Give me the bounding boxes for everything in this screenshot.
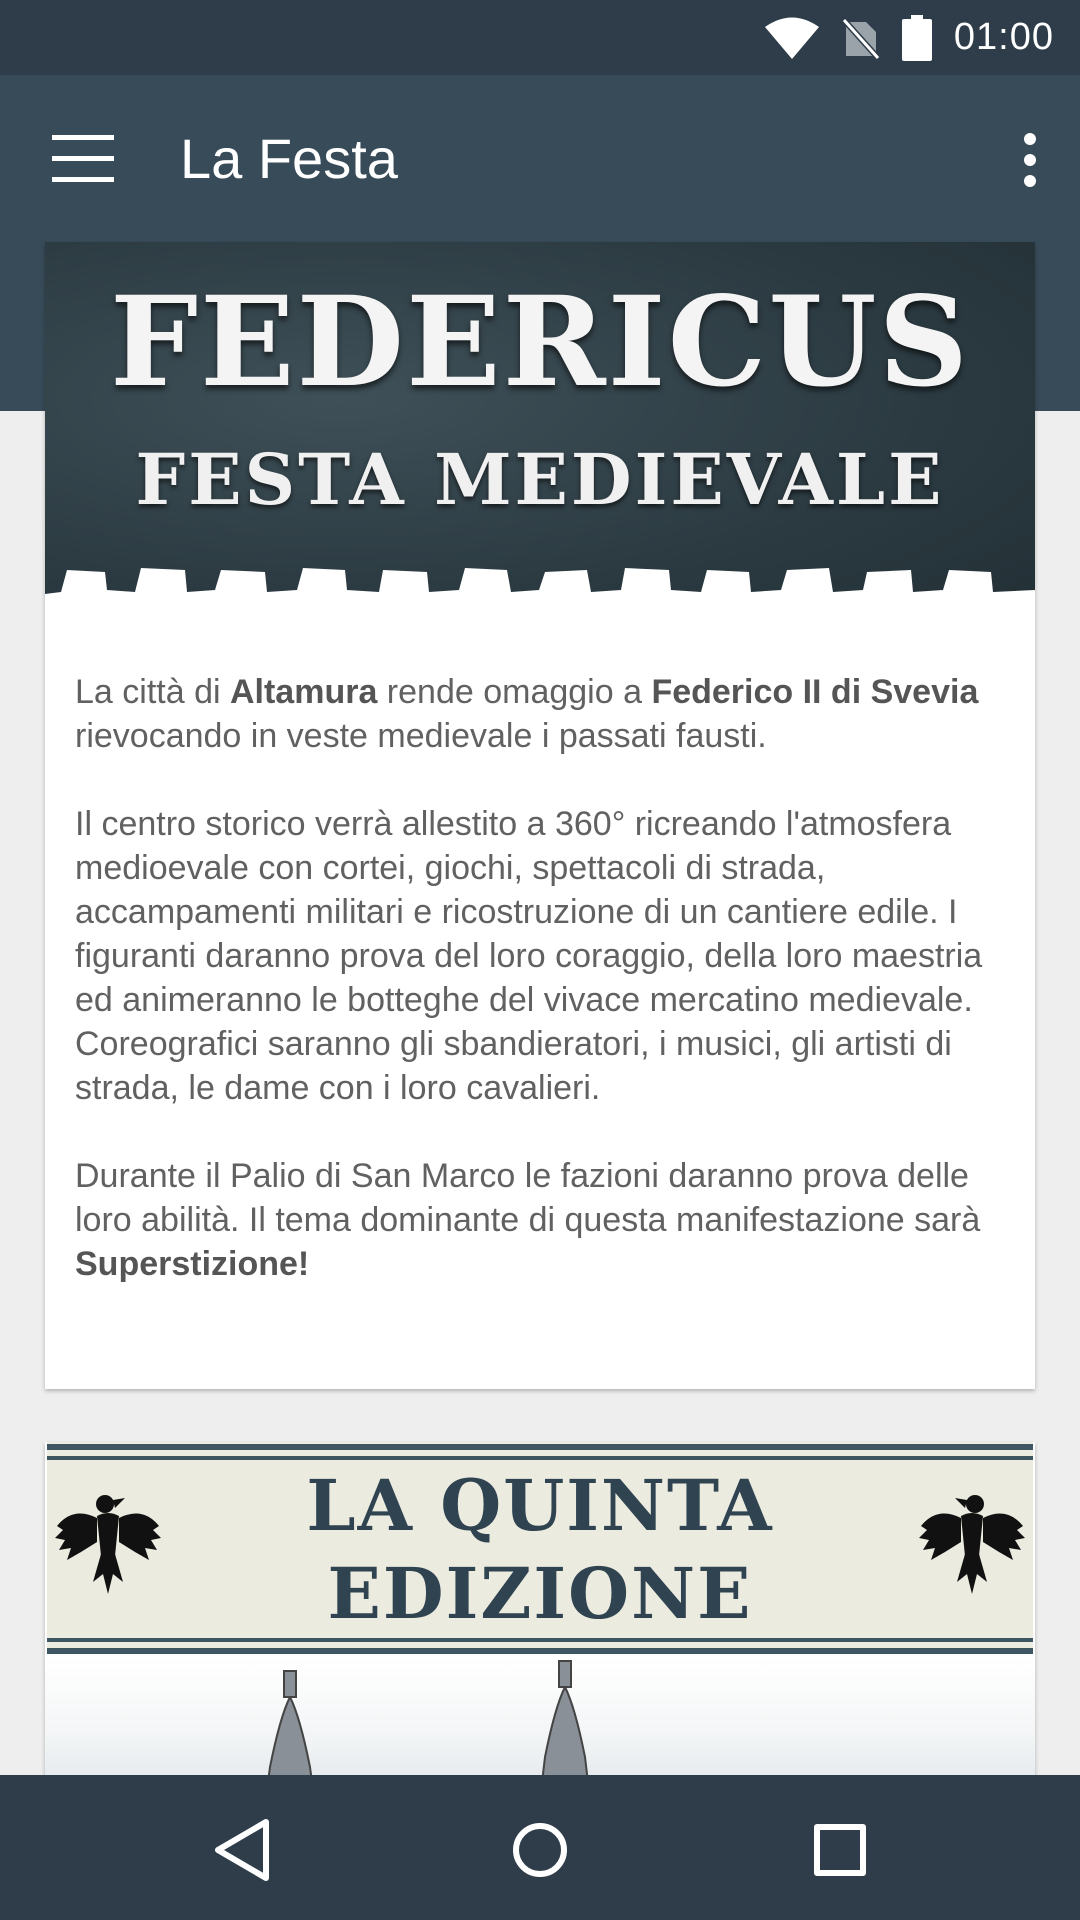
text-run: La città di xyxy=(75,673,230,711)
banner-bottom-line xyxy=(47,1648,1033,1654)
festa-card xyxy=(45,242,1035,1389)
banner-bottom-line-thin xyxy=(47,1638,1033,1642)
content-scroll[interactable] xyxy=(0,75,1080,1775)
federicus-banner xyxy=(45,242,1035,632)
toolbar xyxy=(0,75,1080,243)
banner-title: FEDERICUS xyxy=(109,270,971,415)
recents-square-icon[interactable] xyxy=(800,1810,880,1890)
banner-line-2: EDIZIONE xyxy=(327,1552,753,1635)
banner-subtitle: FESTA MEDIEVALE xyxy=(135,438,945,521)
system-nav-bar xyxy=(0,1775,1080,1920)
home-circle-icon[interactable] xyxy=(500,1810,580,1890)
text-run: rende omaggio a xyxy=(377,673,652,711)
paragraph xyxy=(75,670,1005,758)
more-vert-icon[interactable] xyxy=(1018,133,1042,187)
page-title: La Festa xyxy=(180,127,398,190)
text-run: rievocando in veste medievale i passati fausti. xyxy=(75,717,767,755)
bold-text: Altamura xyxy=(229,673,378,711)
hamburger-menu-icon[interactable] xyxy=(52,135,114,183)
text-run: Il centro storico verrà allestito a 360° ricreando l'atmosfera medioevale con cortei, giochi, spettacoli di strada, accampamenti militari e ricostruzione di un cantiere edile. I figuranti daranno prova del loro coraggio, della loro maestria ed animeranno le botteghe del vivace mercatino medievale. Coreografici saranno gli sbandieratori, i musici, gli artisti di strada, le dame con i loro cavalieri. xyxy=(75,805,983,1107)
paragraph xyxy=(75,802,1005,1110)
banner-top-line-thin xyxy=(47,1456,1033,1460)
battery-icon xyxy=(902,15,932,61)
status-time: 01:00 xyxy=(953,16,1054,58)
eagle-right-icon xyxy=(917,1486,1027,1606)
back-triangle-icon[interactable] xyxy=(200,1810,280,1890)
text-run: Durante il Palio di San Marco le fazioni daranno prova delle loro abilità. Il tema dominante di questa manifestazione sarà xyxy=(75,1157,981,1239)
no-sim-icon xyxy=(842,16,880,60)
banner-line-1: LA QUINTA xyxy=(306,1464,774,1547)
wifi-icon xyxy=(764,16,820,60)
quinta-edizione-card xyxy=(45,1442,1035,1775)
bold-text: Superstizione! xyxy=(75,1245,310,1283)
card-description xyxy=(75,670,1005,1330)
quinta-edizione-banner xyxy=(45,1442,1035,1775)
castle-sketch xyxy=(45,1657,1035,1775)
banner-top-line xyxy=(47,1444,1033,1450)
bold-text: Federico II di Svevia xyxy=(651,673,979,711)
battlements-decoration xyxy=(45,562,1035,632)
status-bar xyxy=(0,0,1080,75)
paragraph xyxy=(75,1154,1005,1286)
eagle-left-icon xyxy=(53,1486,163,1606)
